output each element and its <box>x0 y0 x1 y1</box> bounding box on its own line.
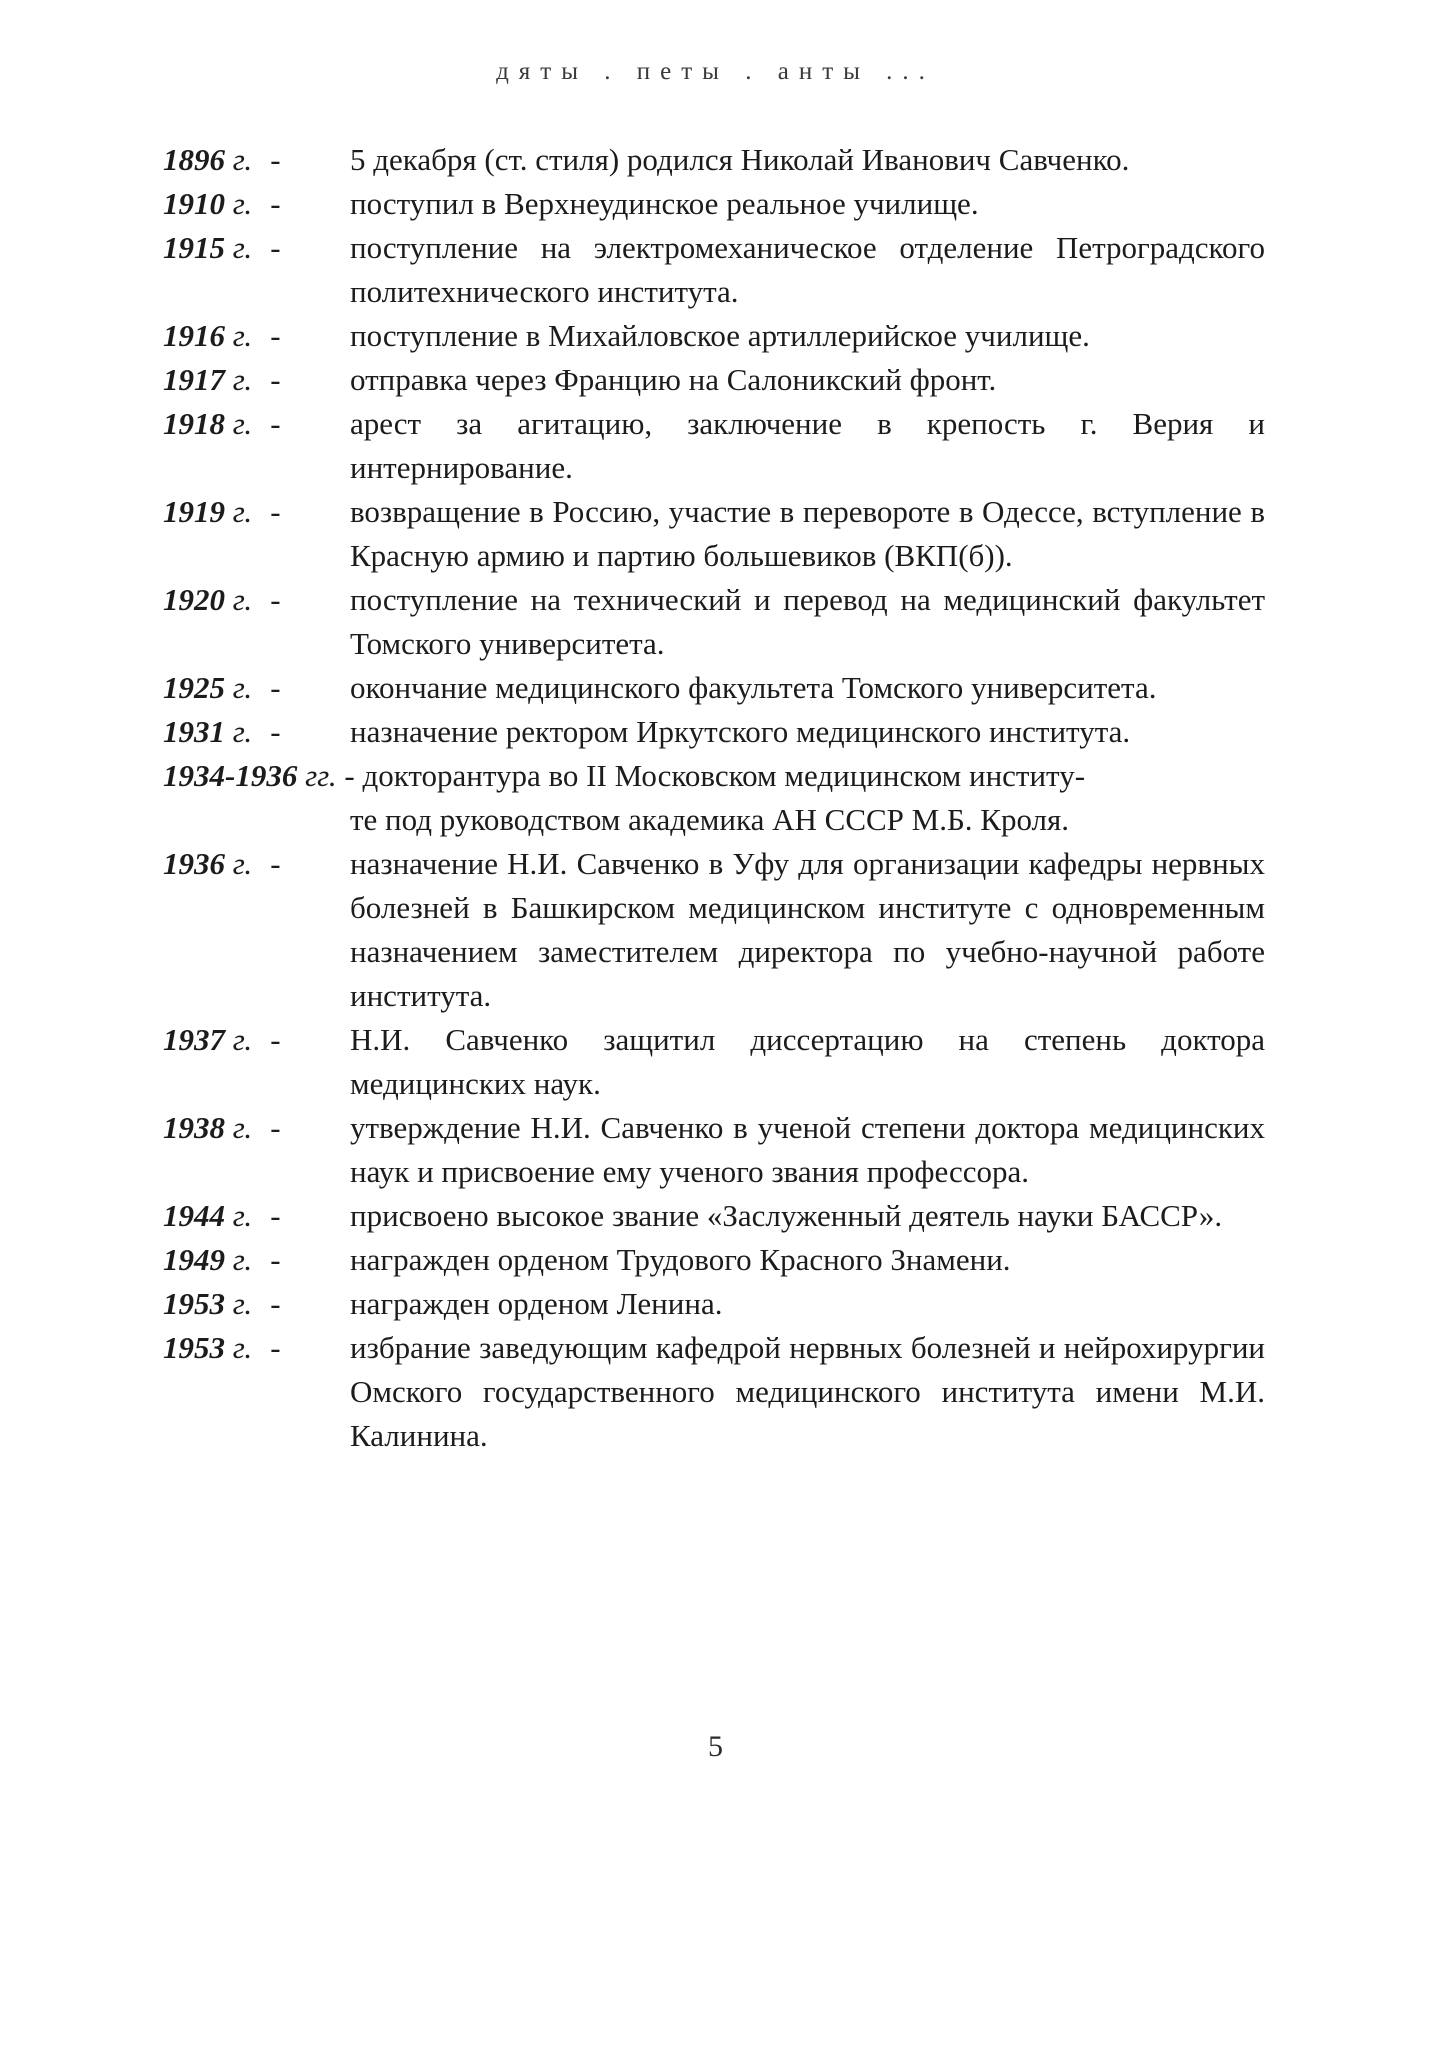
entry-date <box>163 138 281 182</box>
entry-year: 1938 <box>163 1110 225 1145</box>
entry-dash: - <box>270 142 281 177</box>
timeline-entry <box>163 666 1265 710</box>
entry-dash: - <box>270 714 281 749</box>
timeline-entry <box>163 182 1265 226</box>
entry-dash: - <box>270 494 281 529</box>
entry-text: награжден орденом Ленина. <box>350 1286 723 1321</box>
entry-dash: - <box>270 318 281 353</box>
chronology-list <box>163 138 1265 1458</box>
entry-year: 1931 <box>163 714 225 749</box>
entry-date <box>163 1326 281 1370</box>
timeline-entry <box>163 1018 1265 1106</box>
entry-year: 1934-1936 <box>163 758 298 793</box>
entry-year-suffix: г. <box>232 1022 253 1057</box>
entry-year-suffix: г. <box>232 1242 253 1277</box>
entry-text: окончание медицинского факультета Томского университета. <box>350 670 1157 705</box>
entry-dash: - <box>270 230 281 265</box>
entry-text: поступление на электромеханическое отделение Петроградского политехнического института. <box>350 230 1265 309</box>
entry-dash: - <box>270 1286 281 1321</box>
entry-date <box>163 1238 281 1282</box>
entry-dash: - <box>270 406 281 441</box>
entry-date <box>163 226 281 270</box>
entry-text: утверждение Н.И. Савченко в ученой степени доктора медицинских наук и присвоение ему ученого звания профессора. <box>350 1110 1265 1189</box>
entry-year-suffix: г. <box>232 142 253 177</box>
entry-year-suffix: г. <box>232 582 253 617</box>
entry-dash: - <box>270 670 281 705</box>
entry-date <box>163 710 281 754</box>
timeline-entry <box>163 226 1265 314</box>
entry-year: 1918 <box>163 406 225 441</box>
timeline-entry <box>163 578 1265 666</box>
timeline-entry <box>163 1194 1265 1238</box>
entry-year: 1896 <box>163 142 225 177</box>
entry-text: поступление на технический и перевод на медицинский факультет Томского университета. <box>350 582 1265 661</box>
entry-date <box>163 1018 281 1062</box>
entry-text: арест за агитацию, заключение в крепость г. Верия и интернирование. <box>350 406 1265 485</box>
entry-dash: - <box>270 1242 281 1277</box>
entry-date <box>163 578 281 622</box>
timeline-entry <box>163 842 1265 1018</box>
timeline-entry <box>163 314 1265 358</box>
timeline-entry <box>163 1238 1265 1282</box>
entry-text: возвращение в Россию, участие в перевороте в Одессе, вступление в Красную армию и партию большевиков (ВКП(б)). <box>350 494 1265 573</box>
entry-year-suffix: г. <box>232 230 253 265</box>
entry-year: 1944 <box>163 1198 225 1233</box>
entry-year: 1917 <box>163 362 225 397</box>
entry-date <box>163 314 281 358</box>
entry-year-suffix: г. <box>232 846 253 881</box>
entry-dash: - <box>270 846 281 881</box>
timeline-entry <box>163 1106 1265 1194</box>
timeline-entry <box>163 358 1265 402</box>
timeline-entry <box>163 402 1265 490</box>
entry-dash: - <box>270 1198 281 1233</box>
entry-year-suffix: г. <box>232 494 253 529</box>
entry-year-suffix: г. <box>232 186 253 221</box>
entry-year-suffix: г. <box>232 318 253 353</box>
entry-year-suffix: г. <box>232 1110 253 1145</box>
entry-year-suffix: г. <box>232 1286 253 1321</box>
timeline-entry <box>163 754 1265 842</box>
entry-date <box>163 758 1085 793</box>
entry-date <box>163 402 281 446</box>
entry-year-suffix: г. <box>232 1330 253 1365</box>
entry-year: 1919 <box>163 494 225 529</box>
entry-year-suffix: г. <box>232 670 253 705</box>
entry-year-suffix: г. <box>232 1198 253 1233</box>
entry-text: поступление в Михайловское артиллерийское училище. <box>350 318 1090 353</box>
entry-date <box>163 1282 281 1326</box>
timeline-entry <box>163 138 1265 182</box>
entry-text-continuation: те под руководством академика АН СССР М.Б. Кроля. <box>350 802 1070 837</box>
entry-date <box>163 358 281 402</box>
entry-text: избрание заведующим кафедрой нервных болезней и нейрохирургии Омского государственного медицинского института имени М.И. Калинина. <box>350 1330 1265 1453</box>
entry-text: поступил в Верхнеудинское реальное училище. <box>350 186 979 221</box>
entry-year: 1949 <box>163 1242 225 1277</box>
page-number: 5 <box>708 1730 723 1763</box>
entry-year: 1953 <box>163 1286 225 1321</box>
entry-year: 1936 <box>163 846 225 881</box>
entry-text: Н.И. Савченко защитил диссертацию на степень доктора медицинских наук. <box>350 1022 1265 1101</box>
entry-year-suffix: г. <box>232 714 253 749</box>
entry-date <box>163 666 281 710</box>
entry-year-suffix: гг. <box>305 758 337 793</box>
entry-date <box>163 1194 281 1238</box>
entry-text: награжден орденом Трудового Красного Знамени. <box>350 1242 1011 1277</box>
entry-dash: - <box>270 582 281 617</box>
entry-date <box>163 182 281 226</box>
entry-dash: - <box>270 186 281 221</box>
entry-year: 1937 <box>163 1022 225 1057</box>
entry-dash: - <box>270 1330 281 1365</box>
entry-dash: - <box>270 362 281 397</box>
entry-text-first-line: докторантура во II Московском медицинском институ- <box>362 758 1086 793</box>
entry-date <box>163 842 281 886</box>
entry-date <box>163 1106 281 1150</box>
entry-dash: - <box>344 758 355 793</box>
entry-year: 1910 <box>163 186 225 221</box>
entry-dash: - <box>270 1110 281 1145</box>
timeline-entry <box>163 1326 1265 1458</box>
entry-year-suffix: г. <box>232 362 253 397</box>
entry-year: 1953 <box>163 1330 225 1365</box>
entry-text: назначение ректором Иркутского медицинского института. <box>350 714 1131 749</box>
entry-year-suffix: г. <box>232 406 253 441</box>
entry-text: отправка через Францию на Салоникский фронт. <box>350 362 997 397</box>
entry-date <box>163 490 281 534</box>
running-header: дяты . петы . анты ... <box>496 58 935 85</box>
entry-year: 1925 <box>163 670 225 705</box>
timeline-entry <box>163 710 1265 754</box>
entry-year: 1915 <box>163 230 225 265</box>
timeline-entry <box>163 490 1265 578</box>
entry-dash: - <box>270 1022 281 1057</box>
entry-text: присвоено высокое звание «Заслуженный деятель науки БАССР». <box>350 1198 1223 1233</box>
entry-text: 5 декабря (ст. стиля) родился Николай Иванович Савченко. <box>350 142 1130 177</box>
entry-year: 1916 <box>163 318 225 353</box>
entry-text: назначение Н.И. Савченко в Уфу для организации кафедры нервных болезней в Башкирском медицинском институте с одновременным назначением заместителем директора по учебно-научной работе института. <box>350 846 1265 1013</box>
timeline-entry <box>163 1282 1265 1326</box>
entry-year: 1920 <box>163 582 225 617</box>
